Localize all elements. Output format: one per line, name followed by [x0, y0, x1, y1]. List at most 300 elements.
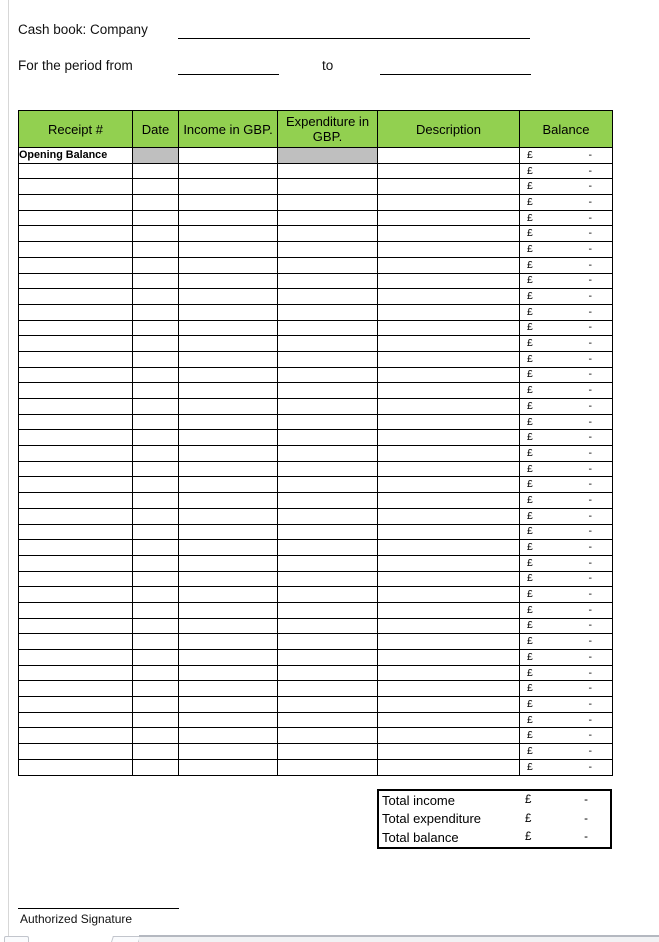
description-cell[interactable] — [378, 163, 520, 179]
date-cell[interactable] — [133, 681, 179, 697]
receipt-cell[interactable] — [19, 226, 133, 242]
income-cell[interactable] — [179, 587, 278, 603]
amount-value: - — [588, 525, 592, 538]
balance-amount — [520, 400, 612, 413]
currency-symbol: £ — [527, 415, 533, 428]
receipt-cell[interactable] — [19, 759, 133, 775]
receipt-cell[interactable] — [19, 367, 133, 383]
amount-value: - — [588, 462, 592, 475]
balance-cell[interactable] — [520, 414, 613, 430]
date-cell[interactable] — [133, 304, 179, 320]
description-cell[interactable] — [378, 540, 520, 556]
expenditure-cell[interactable] — [278, 257, 378, 273]
description-cell[interactable] — [378, 351, 520, 367]
expenditure-cell[interactable] — [278, 242, 378, 258]
receipt-cell[interactable] — [19, 461, 133, 477]
date-cell[interactable] — [133, 195, 179, 211]
amount-value: - — [588, 603, 592, 616]
expenditure-cell[interactable] — [278, 634, 378, 650]
currency-symbol: £ — [527, 368, 533, 381]
description-cell[interactable] — [378, 618, 520, 634]
receipt-cell[interactable] — [19, 712, 133, 728]
balance-amount — [520, 212, 612, 225]
income-cell[interactable] — [179, 728, 278, 744]
amount-value: - — [588, 290, 592, 303]
date-cell[interactable] — [133, 351, 179, 367]
balance-amount — [520, 761, 612, 774]
receipt-cell[interactable] — [19, 540, 133, 556]
income-cell[interactable] — [179, 712, 278, 728]
amount-value: - — [588, 650, 592, 663]
date-cell[interactable] — [133, 179, 179, 195]
receipt-cell[interactable]: Opening Balance — [19, 148, 133, 164]
expenditure-cell[interactable] — [278, 367, 378, 383]
balance-cell[interactable] — [520, 540, 613, 556]
description-cell[interactable] — [378, 555, 520, 571]
date-cell[interactable] — [133, 697, 179, 713]
balance-cell[interactable] — [520, 650, 613, 666]
balance-cell[interactable] — [520, 430, 613, 446]
balance-cell[interactable] — [520, 195, 613, 211]
date-cell[interactable] — [133, 712, 179, 728]
date-cell[interactable] — [133, 336, 179, 352]
receipt-cell[interactable] — [19, 728, 133, 744]
currency-symbol: £ — [527, 446, 533, 459]
expenditure-cell[interactable] — [278, 273, 378, 289]
receipt-cell[interactable] — [19, 273, 133, 289]
receipt-cell[interactable] — [19, 210, 133, 226]
income-cell[interactable] — [179, 351, 278, 367]
balance-amount — [520, 259, 612, 272]
description-cell[interactable] — [378, 602, 520, 618]
income-cell[interactable] — [179, 697, 278, 713]
income-cell[interactable] — [179, 634, 278, 650]
balance-amount — [520, 463, 612, 476]
balance-cell[interactable] — [520, 493, 613, 509]
receipt-cell[interactable] — [19, 257, 133, 273]
company-name-field[interactable] — [178, 25, 530, 39]
description-cell[interactable] — [378, 446, 520, 462]
currency-symbol: £ — [527, 541, 533, 554]
expenditure-cell[interactable] — [278, 414, 378, 430]
balance-cell[interactable] — [520, 461, 613, 477]
description-cell[interactable] — [378, 587, 520, 603]
total-expenditure-label: Total expenditure — [382, 811, 482, 827]
balance-amount — [520, 557, 612, 570]
receipt-cell[interactable] — [19, 320, 133, 336]
description-cell[interactable] — [378, 665, 520, 681]
income-cell[interactable] — [179, 414, 278, 430]
date-cell[interactable] — [133, 163, 179, 179]
receipt-cell[interactable] — [19, 587, 133, 603]
receipt-cell[interactable] — [19, 571, 133, 587]
currency-symbol: £ — [527, 290, 533, 303]
balance-cell[interactable] — [520, 367, 613, 383]
receipt-cell[interactable] — [19, 602, 133, 618]
date-cell[interactable] — [133, 508, 179, 524]
balance-cell[interactable] — [520, 148, 613, 164]
sheet-tab-stub[interactable] — [111, 936, 141, 942]
total-expenditure-value[interactable]: - — [584, 812, 588, 825]
balance-cell[interactable] — [520, 697, 613, 713]
date-cell[interactable] — [133, 383, 179, 399]
description-cell[interactable] — [378, 257, 520, 273]
income-cell[interactable] — [179, 524, 278, 540]
currency-symbol: £ — [527, 462, 533, 475]
balance-cell[interactable] — [520, 383, 613, 399]
date-cell[interactable] — [133, 273, 179, 289]
date-cell[interactable] — [133, 650, 179, 666]
expenditure-cell[interactable] — [278, 508, 378, 524]
income-cell[interactable] — [179, 430, 278, 446]
expenditure-cell[interactable] — [278, 728, 378, 744]
income-cell[interactable] — [179, 618, 278, 634]
balance-cell[interactable] — [520, 242, 613, 258]
table-row — [19, 665, 613, 681]
date-cell[interactable] — [133, 728, 179, 744]
date-cell[interactable] — [133, 665, 179, 681]
receipt-cell[interactable] — [19, 493, 133, 509]
receipt-cell[interactable] — [19, 681, 133, 697]
expenditure-cell[interactable] — [278, 493, 378, 509]
balance-cell[interactable] — [520, 508, 613, 524]
income-cell[interactable] — [179, 242, 278, 258]
description-cell[interactable] — [378, 461, 520, 477]
date-cell[interactable] — [133, 477, 179, 493]
date-cell[interactable] — [133, 430, 179, 446]
expenditure-cell[interactable] — [278, 650, 378, 666]
income-cell[interactable] — [179, 336, 278, 352]
income-cell[interactable] — [179, 163, 278, 179]
date-cell[interactable] — [133, 524, 179, 540]
balance-cell[interactable] — [520, 602, 613, 618]
balance-cell[interactable] — [520, 351, 613, 367]
income-cell[interactable] — [179, 477, 278, 493]
description-cell[interactable] — [378, 383, 520, 399]
expenditure-cell[interactable] — [278, 163, 378, 179]
receipt-cell[interactable] — [19, 446, 133, 462]
description-cell[interactable] — [378, 493, 520, 509]
income-cell[interactable] — [179, 148, 278, 164]
expenditure-cell[interactable] — [278, 399, 378, 415]
balance-cell[interactable] — [520, 571, 613, 587]
description-cell[interactable] — [378, 179, 520, 195]
description-cell[interactable] — [378, 273, 520, 289]
description-cell[interactable] — [378, 697, 520, 713]
description-cell[interactable] — [378, 148, 520, 164]
expenditure-cell[interactable] — [278, 351, 378, 367]
date-cell[interactable] — [133, 602, 179, 618]
date-cell[interactable] — [133, 540, 179, 556]
receipt-cell[interactable] — [19, 163, 133, 179]
description-cell[interactable] — [378, 759, 520, 775]
receipt-cell[interactable] — [19, 242, 133, 258]
income-cell[interactable] — [179, 257, 278, 273]
date-cell[interactable] — [133, 257, 179, 273]
receipt-cell[interactable] — [19, 634, 133, 650]
description-cell[interactable] — [378, 414, 520, 430]
expenditure-cell[interactable] — [278, 618, 378, 634]
date-cell[interactable] — [133, 367, 179, 383]
table-row — [19, 508, 613, 524]
income-cell[interactable] — [179, 179, 278, 195]
table-row — [19, 367, 613, 383]
balance-cell[interactable] — [520, 744, 613, 760]
date-cell[interactable] — [133, 634, 179, 650]
date-cell[interactable] — [133, 399, 179, 415]
income-cell[interactable] — [179, 367, 278, 383]
expenditure-cell[interactable] — [278, 697, 378, 713]
expenditure-cell[interactable] — [278, 226, 378, 242]
expenditure-cell[interactable] — [278, 210, 378, 226]
sheet-nav-stub[interactable] — [4, 936, 29, 942]
receipt-cell[interactable] — [19, 744, 133, 760]
balance-cell[interactable] — [520, 524, 613, 540]
income-cell[interactable] — [179, 665, 278, 681]
expenditure-cell[interactable] — [278, 587, 378, 603]
currency-symbol: £ — [527, 697, 533, 710]
table-row — [19, 383, 613, 399]
balance-cell[interactable] — [520, 665, 613, 681]
table-row — [19, 320, 613, 336]
currency-symbol: £ — [527, 556, 533, 569]
receipt-cell[interactable] — [19, 508, 133, 524]
balance-amount — [520, 525, 612, 538]
description-cell[interactable] — [378, 210, 520, 226]
period-from-field[interactable] — [178, 61, 279, 75]
currency-symbol: £ — [527, 603, 533, 616]
expenditure-cell[interactable] — [278, 555, 378, 571]
date-cell[interactable] — [133, 446, 179, 462]
income-cell[interactable] — [179, 226, 278, 242]
balance-cell[interactable] — [520, 289, 613, 305]
receipt-cell[interactable] — [19, 524, 133, 540]
expenditure-cell[interactable] — [278, 304, 378, 320]
description-cell[interactable] — [378, 367, 520, 383]
income-cell[interactable] — [179, 650, 278, 666]
receipt-cell[interactable] — [19, 618, 133, 634]
description-cell[interactable] — [378, 242, 520, 258]
balance-cell[interactable] — [520, 163, 613, 179]
amount-value: - — [588, 572, 592, 585]
expenditure-cell[interactable] — [278, 320, 378, 336]
balance-cell[interactable] — [520, 712, 613, 728]
balance-amount — [520, 227, 612, 240]
amount-value: - — [588, 666, 592, 679]
receipt-cell[interactable] — [19, 179, 133, 195]
income-cell[interactable] — [179, 508, 278, 524]
receipt-cell[interactable] — [19, 650, 133, 666]
receipt-cell[interactable] — [19, 304, 133, 320]
balance-cell[interactable] — [520, 210, 613, 226]
balance-cell[interactable] — [520, 179, 613, 195]
date-cell[interactable] — [133, 759, 179, 775]
description-cell[interactable] — [378, 336, 520, 352]
date-cell[interactable] — [133, 320, 179, 336]
description-cell[interactable] — [378, 195, 520, 211]
description-cell[interactable] — [378, 289, 520, 305]
balance-amount — [520, 635, 612, 648]
description-cell[interactable] — [378, 634, 520, 650]
expenditure-cell[interactable] — [278, 430, 378, 446]
expenditure-cell[interactable] — [278, 179, 378, 195]
expenditure-cell[interactable] — [278, 744, 378, 760]
cashbook-table — [18, 110, 613, 776]
currency-symbol: £ — [527, 164, 533, 177]
balance-cell[interactable] — [520, 634, 613, 650]
description-cell[interactable] — [378, 320, 520, 336]
balance-cell[interactable] — [520, 273, 613, 289]
table-row — [19, 524, 613, 540]
date-cell[interactable] — [133, 242, 179, 258]
balance-cell[interactable] — [520, 587, 613, 603]
income-cell[interactable] — [179, 681, 278, 697]
currency-symbol: £ — [527, 274, 533, 287]
table-row — [19, 493, 613, 509]
amount-value: - — [588, 242, 592, 255]
income-cell[interactable] — [179, 320, 278, 336]
description-cell[interactable] — [378, 524, 520, 540]
receipt-cell[interactable] — [19, 383, 133, 399]
expenditure-cell[interactable] — [278, 477, 378, 493]
currency-symbol: £ — [527, 195, 533, 208]
table-row — [19, 242, 613, 258]
amount-value: - — [588, 729, 592, 742]
balance-cell[interactable] — [520, 555, 613, 571]
date-cell[interactable] — [133, 618, 179, 634]
description-cell[interactable] — [378, 508, 520, 524]
income-cell[interactable] — [179, 602, 278, 618]
expenditure-cell[interactable] — [278, 461, 378, 477]
expenditure-cell[interactable] — [278, 195, 378, 211]
income-cell[interactable] — [179, 446, 278, 462]
balance-amount — [520, 416, 612, 429]
expenditure-cell[interactable] — [278, 336, 378, 352]
date-cell[interactable] — [133, 555, 179, 571]
income-cell[interactable] — [179, 383, 278, 399]
date-cell[interactable] — [133, 210, 179, 226]
balance-cell[interactable] — [520, 336, 613, 352]
expenditure-cell[interactable] — [278, 148, 378, 164]
balance-cell[interactable] — [520, 618, 613, 634]
description-cell[interactable] — [378, 304, 520, 320]
income-cell[interactable] — [179, 571, 278, 587]
amount-value: - — [588, 556, 592, 569]
receipt-cell[interactable] — [19, 430, 133, 446]
description-cell[interactable] — [378, 650, 520, 666]
balance-cell[interactable] — [520, 446, 613, 462]
income-cell[interactable] — [179, 304, 278, 320]
receipt-cell[interactable] — [19, 336, 133, 352]
income-cell[interactable] — [179, 461, 278, 477]
income-cell[interactable] — [179, 289, 278, 305]
balance-cell[interactable] — [520, 759, 613, 775]
total-income-value[interactable]: - — [584, 794, 588, 807]
expenditure-cell[interactable] — [278, 681, 378, 697]
balance-cell[interactable] — [520, 257, 613, 273]
description-cell[interactable] — [378, 728, 520, 744]
period-to-field[interactable] — [380, 61, 531, 75]
currency-symbol: £ — [527, 744, 533, 757]
description-cell[interactable] — [378, 399, 520, 415]
description-cell[interactable] — [378, 681, 520, 697]
receipt-cell[interactable] — [19, 414, 133, 430]
currency-symbol: £ — [527, 337, 533, 350]
income-cell[interactable] — [179, 273, 278, 289]
amount-value: - — [588, 713, 592, 726]
balance-cell[interactable] — [520, 728, 613, 744]
expenditure-cell[interactable] — [278, 571, 378, 587]
expenditure-cell[interactable] — [278, 383, 378, 399]
description-cell[interactable] — [378, 571, 520, 587]
date-cell[interactable] — [133, 744, 179, 760]
expenditure-cell[interactable] — [278, 712, 378, 728]
date-cell[interactable] — [133, 461, 179, 477]
signature-line[interactable] — [18, 908, 179, 909]
balance-cell[interactable] — [520, 399, 613, 415]
balance-amount — [520, 337, 612, 350]
receipt-cell[interactable] — [19, 697, 133, 713]
amount-value: - — [588, 274, 592, 287]
expenditure-cell[interactable] — [278, 524, 378, 540]
table-row — [19, 587, 613, 603]
description-cell[interactable] — [378, 712, 520, 728]
receipt-cell[interactable] — [19, 351, 133, 367]
income-cell[interactable] — [179, 195, 278, 211]
income-cell[interactable] — [179, 399, 278, 415]
expenditure-cell[interactable] — [278, 446, 378, 462]
description-cell[interactable] — [378, 744, 520, 760]
balance-cell[interactable] — [520, 681, 613, 697]
balance-cell[interactable] — [520, 226, 613, 242]
table-row — [19, 273, 613, 289]
income-cell[interactable] — [179, 555, 278, 571]
income-cell[interactable] — [179, 540, 278, 556]
description-cell[interactable] — [378, 226, 520, 242]
income-cell[interactable] — [179, 210, 278, 226]
date-cell[interactable] — [133, 587, 179, 603]
total-balance-row — [379, 828, 610, 847]
receipt-cell[interactable] — [19, 399, 133, 415]
description-cell[interactable] — [378, 430, 520, 446]
table-row — [19, 697, 613, 713]
receipt-cell[interactable] — [19, 555, 133, 571]
date-cell[interactable] — [133, 493, 179, 509]
expenditure-cell[interactable] — [278, 289, 378, 305]
income-cell[interactable] — [179, 759, 278, 775]
receipt-cell[interactable] — [19, 195, 133, 211]
expenditure-cell[interactable] — [278, 602, 378, 618]
expenditure-cell[interactable] — [278, 665, 378, 681]
date-cell[interactable] — [133, 414, 179, 430]
date-cell[interactable] — [133, 571, 179, 587]
balance-cell[interactable] — [520, 304, 613, 320]
income-cell[interactable] — [179, 744, 278, 760]
income-cell[interactable] — [179, 493, 278, 509]
date-cell[interactable] — [133, 148, 179, 164]
date-cell[interactable] — [133, 226, 179, 242]
total-balance-value[interactable]: - — [584, 831, 588, 844]
receipt-cell[interactable] — [19, 477, 133, 493]
date-cell[interactable] — [133, 289, 179, 305]
expenditure-cell[interactable] — [278, 759, 378, 775]
balance-cell[interactable] — [520, 477, 613, 493]
description-cell[interactable] — [378, 477, 520, 493]
receipt-cell[interactable] — [19, 289, 133, 305]
receipt-cell[interactable] — [19, 665, 133, 681]
expenditure-cell[interactable] — [278, 540, 378, 556]
balance-cell[interactable] — [520, 320, 613, 336]
